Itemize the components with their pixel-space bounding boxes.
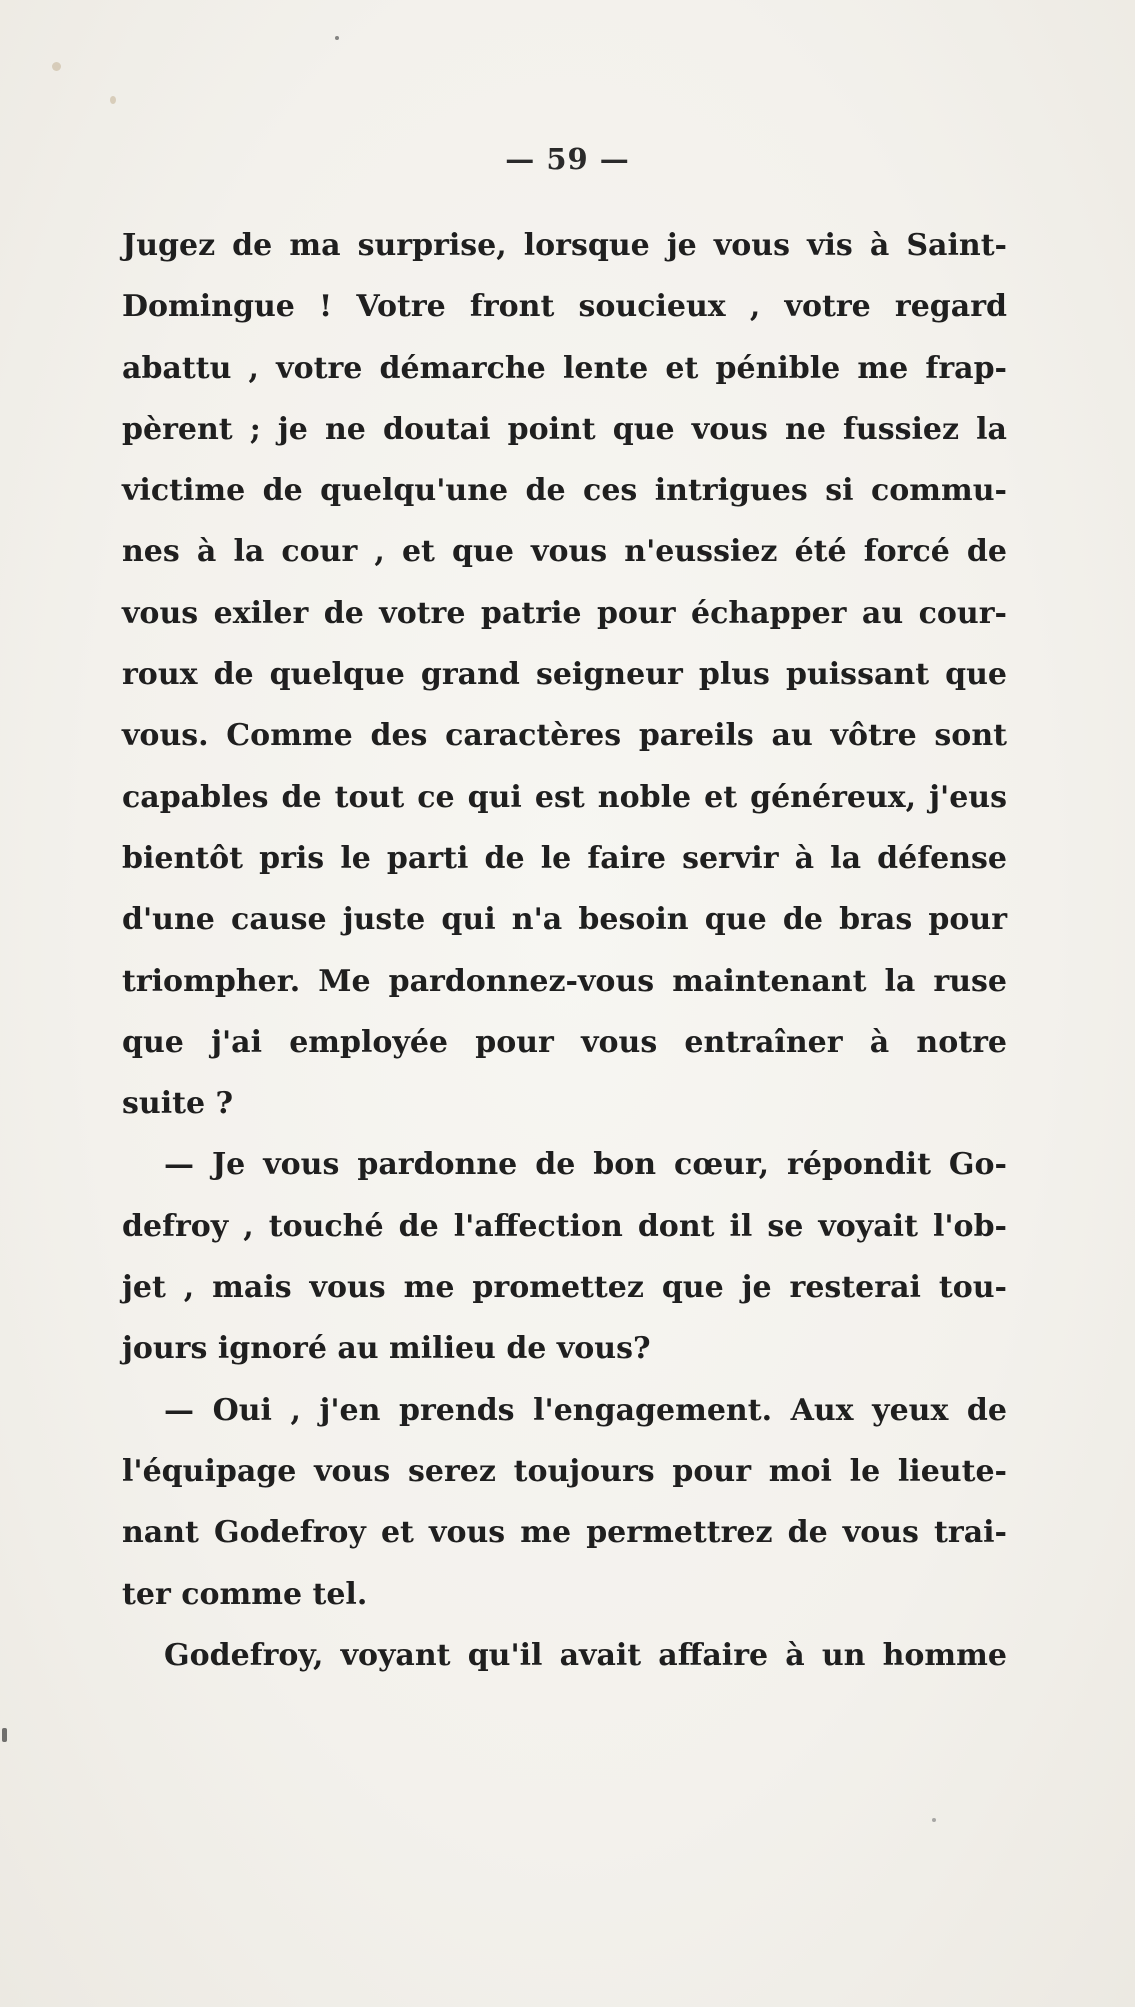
text-line: jours ignoré au milieu de vous? [122, 1331, 651, 1367]
paper-speck [2, 1728, 7, 1742]
text-line: jet , mais vous me promettez que je resterai tou- [122, 1270, 1007, 1306]
paper-speck [335, 36, 339, 40]
text-line: Domingue ! Votre front soucieux , votre regard [122, 289, 1007, 325]
text-line: ter comme tel. [122, 1576, 368, 1612]
text-line: abattu , votre démarche lente et pénible me frap- [122, 350, 1007, 386]
text-line: l'équipage vous serez toujours pour moi le lieute- [122, 1453, 1007, 1489]
text-line: triompher. Me pardonnez-vous maintenant la ruse [122, 963, 1007, 999]
text-line: vous. Comme des caractères pareils au vôtre sont [122, 718, 1007, 754]
text-line: suite ? [122, 1086, 234, 1122]
text-line: nes à la cour , et que vous n'eussiez été forcé de [122, 534, 1007, 570]
text-line: — Je vous pardonne de bon cœur, répondit Go- [164, 1147, 1007, 1183]
text-line: vous exiler de votre patrie pour échapper au cour- [122, 595, 1007, 631]
text-line: capables de tout ce qui est noble et généreux, j'eus [122, 779, 1007, 815]
text-line: pèrent ; je ne doutai point que vous ne fussiez la [122, 411, 1007, 447]
text-line: — Oui , j'en prends l'engagement. Aux yeux de [164, 1392, 1007, 1428]
text-line: bientôt pris le parti de le faire servir à la défense [122, 840, 1007, 876]
paper-speck [110, 96, 116, 104]
paper-speck [932, 1818, 936, 1822]
text-line: victime de quelqu'une de ces intrigues si commu- [122, 473, 1007, 509]
text-line: d'une cause juste qui n'a besoin que de bras pour [122, 902, 1007, 938]
text-line: roux de quelque grand seigneur plus puissant que [122, 657, 1007, 693]
text-line: que j'ai employée pour vous entraîner à notre [122, 1024, 1007, 1060]
text-line: Jugez de ma surprise, lorsque je vous vis à Saint- [122, 228, 1007, 263]
paper-speck [52, 62, 61, 71]
page-number: — 59 — [505, 142, 630, 176]
text-line: defroy , touché de l'affection dont il se voyait l'ob- [122, 1208, 1007, 1244]
text-line: Godefroy, voyant qu'il avait affaire à un homme [164, 1637, 1007, 1673]
body-text [122, 215, 1007, 1686]
text-line: nant Godefroy et vous me permettrez de vous trai- [122, 1515, 1007, 1551]
